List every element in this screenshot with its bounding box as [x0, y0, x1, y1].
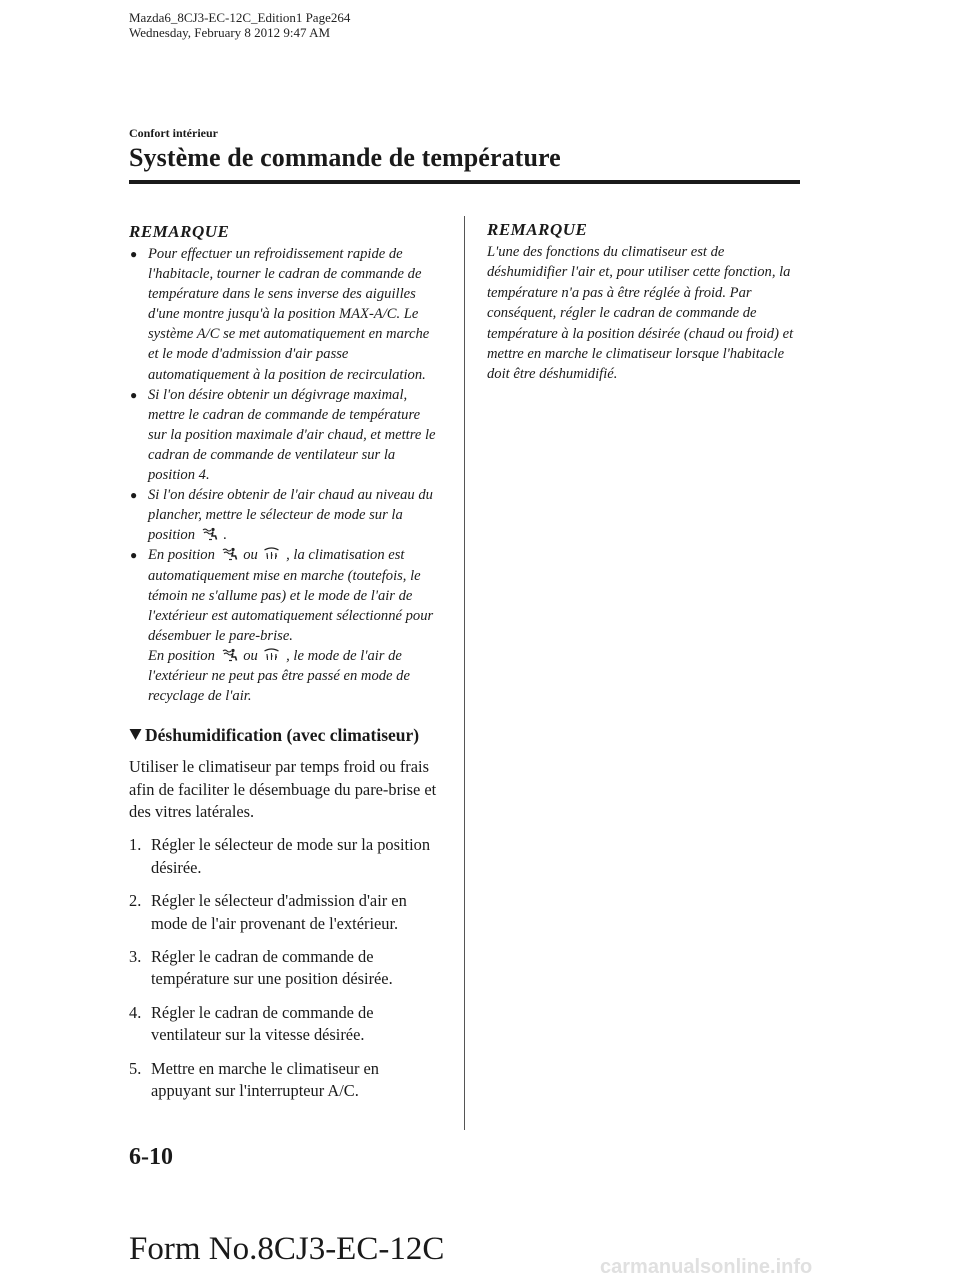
defroster-icon: [263, 547, 280, 561]
note-item-text: En position: [148, 547, 215, 564]
bullet-icon: ●: [130, 247, 138, 261]
section-label: Confort intérieur: [129, 126, 218, 140]
note-item-1: [129, 244, 441, 385]
note-item-text: ou: [243, 547, 258, 564]
left-column: [129, 221, 441, 1113]
watermark: carmanualsonline.info: [600, 1256, 813, 1278]
note-item-text: Pour effectuer un refroidissement rapide de l'habitacle, tourner le cadran de commande de température dans le sens inverse des aiguilles d'une montre jusqu'à la position MAX-A/C. Le système A/C se met automatiquement en marche et le mode d'admission d'air passe automatiquement à la position de recirculation.: [148, 246, 430, 383]
floor-defrost-icon: [221, 648, 238, 662]
print-header: [129, 10, 350, 40]
step-number: 3.: [129, 947, 142, 966]
right-note-text: L'une des fonctions du climatiseur est de déshumidifier l'air et, pour utiliser cette fonction, la température n'a pas à être réglée à froid. Par conséquent, régler le cadran de commande de température à la position désirée (chaud ou froid) et mettre en marche le climatiseur lorsque l'habitacle doit être déshumidifié.: [487, 244, 794, 383]
bullet-icon: ●: [130, 488, 138, 503]
note-item-text: Si l'on désire obtenir un dégivrage maximal, mettre le cadran de commande de température sur la position maximale d'air chaud, et mettre le cadran de commande de ventilateur sur la position 4.: [148, 386, 436, 484]
floor-defrost-icon: [221, 547, 238, 561]
note-item-4: [129, 545, 441, 706]
defroster-icon: [263, 648, 280, 662]
note-item-text: Si l'on désire obtenir de l'air chaud au niveau du plancher, mettre le sélecteur de mode sur la position: [148, 487, 433, 544]
step-item: [129, 1058, 441, 1103]
step-number: 4.: [129, 1002, 142, 1022]
dehumidification-intro: Utiliser le climatiseur par temps froid ou frais afin de faciliter le désembuage du pare-brise et des vitres latérales.: [129, 757, 437, 821]
note-item-text: En position: [148, 647, 215, 664]
dehumidification-heading: [129, 723, 441, 747]
left-note-list: [129, 244, 441, 706]
note-item-text: , la climatisation est automatiquement mise en marche (toutefois, le témoin ne s'allume pas) et le mode de l'air de l'extérieur est automatiquement sélectionné pour désembuer le pare-brise.: [148, 547, 434, 644]
step-text: Régler le sélecteur de mode sur la position désirée.: [151, 835, 431, 877]
bullet-icon: ●: [130, 387, 138, 402]
step-number: 1.: [129, 835, 142, 855]
note-item-text-tail: .: [223, 527, 227, 544]
step-text: Régler le cadran de commande de température sur une position désirée.: [151, 947, 393, 989]
triangle-down-icon: [129, 728, 142, 741]
note-item-3: [129, 485, 441, 545]
page-number: 6-10: [129, 1144, 173, 1170]
note-item-text: ou: [243, 647, 258, 664]
note-item-continuation: [148, 646, 441, 706]
dehumidification-heading-text: Déshumidification (avec climatiseur): [145, 725, 420, 746]
print-header-line-2: Wednesday, February 8 2012 9:47 AM: [129, 25, 331, 40]
column-divider: [464, 216, 465, 1130]
step-text: Mettre en marche le climatiseur en appuyant sur l'interrupteur A/C.: [151, 1058, 379, 1101]
step-item: [129, 946, 441, 991]
step-item: [129, 1002, 441, 1047]
step-text: Régler le cadran de commande de ventilateur sur la vitesse désirée.: [151, 1002, 374, 1045]
bullet-icon: ●: [130, 548, 138, 563]
right-note-title: REMARQUE: [487, 220, 588, 239]
page-title: Système de commande de température: [129, 143, 561, 172]
step-number: 2.: [129, 891, 142, 911]
step-item: [129, 890, 441, 935]
step-item: [129, 834, 441, 879]
note-item-2: [129, 385, 441, 485]
step-number: 5.: [129, 1058, 142, 1078]
right-column: [487, 219, 801, 385]
dehumidification-steps: [129, 834, 441, 1102]
step-text: Régler le sélecteur d'admission d'air en mode de l'air provenant de l'extérieur.: [151, 891, 407, 933]
form-number: Form No.8CJ3-EC-12C: [129, 1231, 445, 1267]
note-item-text: , le mode de l'air de l'extérieur ne peut pas être passé en mode de recyclage de l'air.: [148, 647, 410, 705]
left-note-title: REMARQUE: [129, 222, 230, 241]
floor-defrost-icon: [201, 527, 218, 541]
title-rule: [129, 180, 800, 184]
print-header-line-1: Mazda6_8CJ3-EC-12C_Edition1 Page264: [129, 10, 351, 25]
